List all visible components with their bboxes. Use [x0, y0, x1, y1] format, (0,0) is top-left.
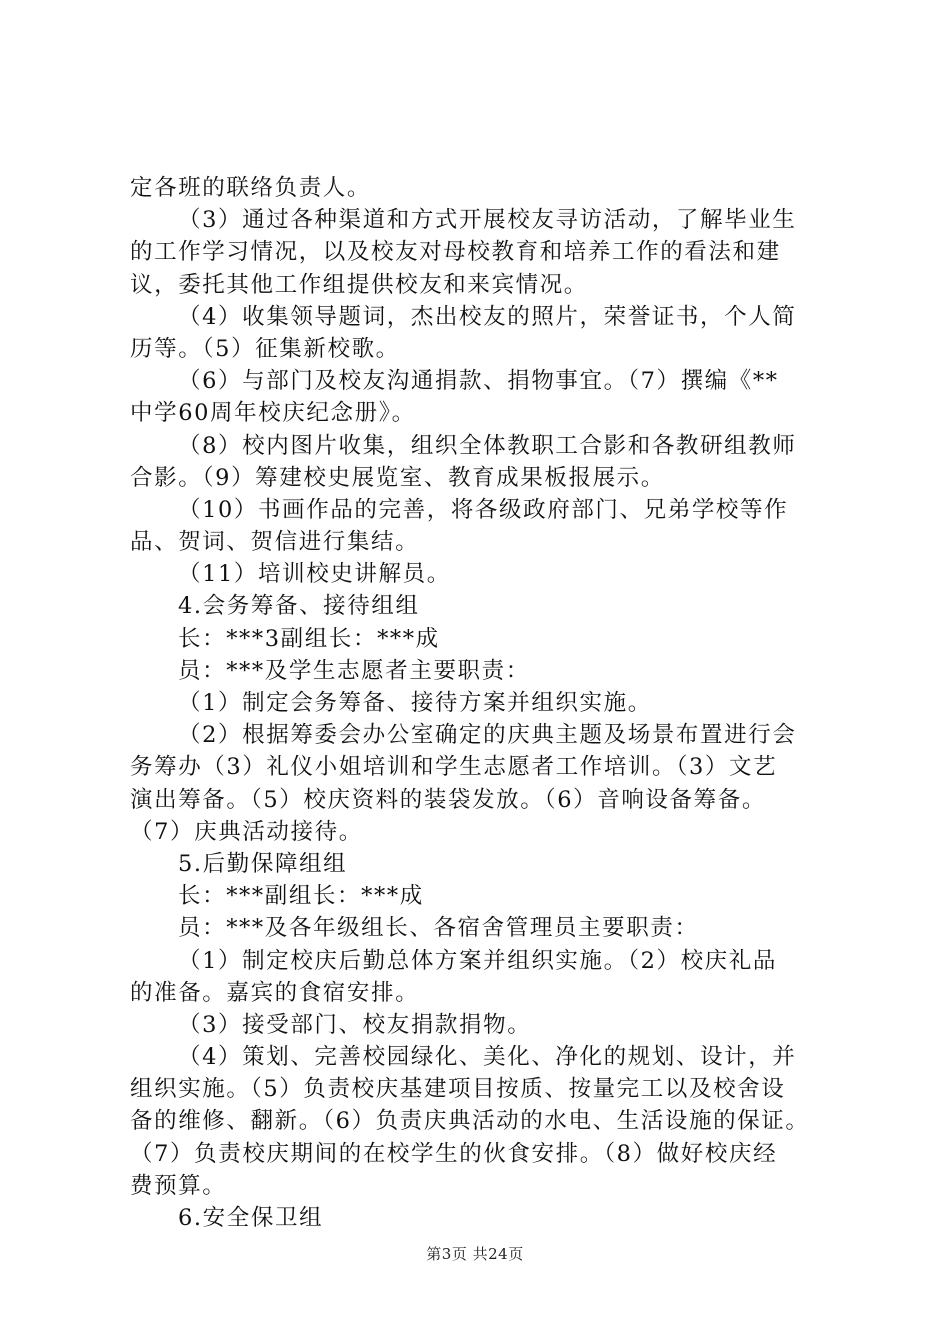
text-line: 5.后勤保障组组: [178, 850, 348, 877]
text-line: 组织实施。（5）负责校庆基建项目按质、按量完工以及校舍设: [130, 1076, 786, 1103]
text-line: 务筹办（3）礼仪小姐培训和学生志愿者工作培训。（3）文艺: [130, 754, 778, 781]
text-line: 议，委托其他工作组提供校友和来宾情况。: [130, 271, 588, 298]
text-line: （1）制定会务筹备、接待方案并组织实施。: [178, 690, 652, 716]
text-line: （4）收集领导题词，杰出校友的照片，荣誉证书，个人简: [178, 303, 797, 330]
text-line: 的工作学习情况，以及校友对母校教育和培养工作的看法和建: [130, 239, 781, 266]
text-line: 合影。（9）筹建校史展览室、教育成果板报展示。: [130, 464, 665, 491]
text-line: 长：***副组长：***成: [178, 883, 424, 910]
text-line: （1）制定校庆后勤总体方案并组织实施。（2）校庆礼品: [178, 947, 777, 974]
text-line: （4）策划、完善校园绿化、美化、净化的规划、设计，并: [178, 1044, 797, 1071]
text-line: 历等。（5）征集新校歌。: [130, 335, 400, 362]
text-line: 员：***及学生志愿者主要职责：: [178, 657, 530, 684]
page-footer: 第3页 共24页: [426, 1245, 524, 1263]
text-line: 员：***及各年级组长、各宿舍管理员主要职责：: [178, 915, 699, 942]
text-line: （3）接受部门、校友捐款捐物。: [178, 1011, 532, 1038]
text-line: （7）庆典活动接待。: [130, 818, 363, 845]
document-body: [130, 172, 850, 1234]
text-line: （8）校内图片收集，组织全体教职工合影和各教研组教师: [178, 432, 797, 459]
text-line: （7）负责校庆期间的在校学生的伙食安排。（8）做好校庆经: [130, 1140, 778, 1167]
text-line: （3）通过各种渠道和方式开展校友寻访活动，了解毕业生: [178, 207, 797, 234]
text-line: 中学60周年校庆纪念册》。: [130, 400, 416, 427]
text-line: 费预算。: [130, 1172, 227, 1199]
text-line: 品、贺词、贺信进行集结。: [130, 529, 420, 556]
text-line: （10）书画作品的完善，将各级政府部门、兄弟学校等作: [178, 496, 789, 523]
text-line: 备的维修、翻新。（6）负责庆典活动的水电、生活设施的保证。: [130, 1108, 810, 1135]
text-line: 4.会务筹备、接待组组: [178, 593, 420, 620]
text-line: 演出筹备。（5）校庆资料的装袋发放。（6）音响设备筹备。: [130, 786, 766, 813]
text-line: 长：***3副组长：***成: [178, 625, 440, 652]
text-line: 定各班的联络负责人。: [130, 175, 372, 201]
text-line: （2）根据筹委会办公室确定的庆典主题及场景布置进行会: [178, 722, 797, 749]
text-line: （11）培训校史讲解员。: [178, 561, 451, 588]
text-line: 的准备。嘉宾的食宿安排。: [130, 979, 420, 1006]
text-line: 6.安全保卫组: [178, 1205, 324, 1231]
text-line: （6）与部门及校友沟通捐款、捐物事宜。（7）撰编《**: [178, 368, 779, 395]
